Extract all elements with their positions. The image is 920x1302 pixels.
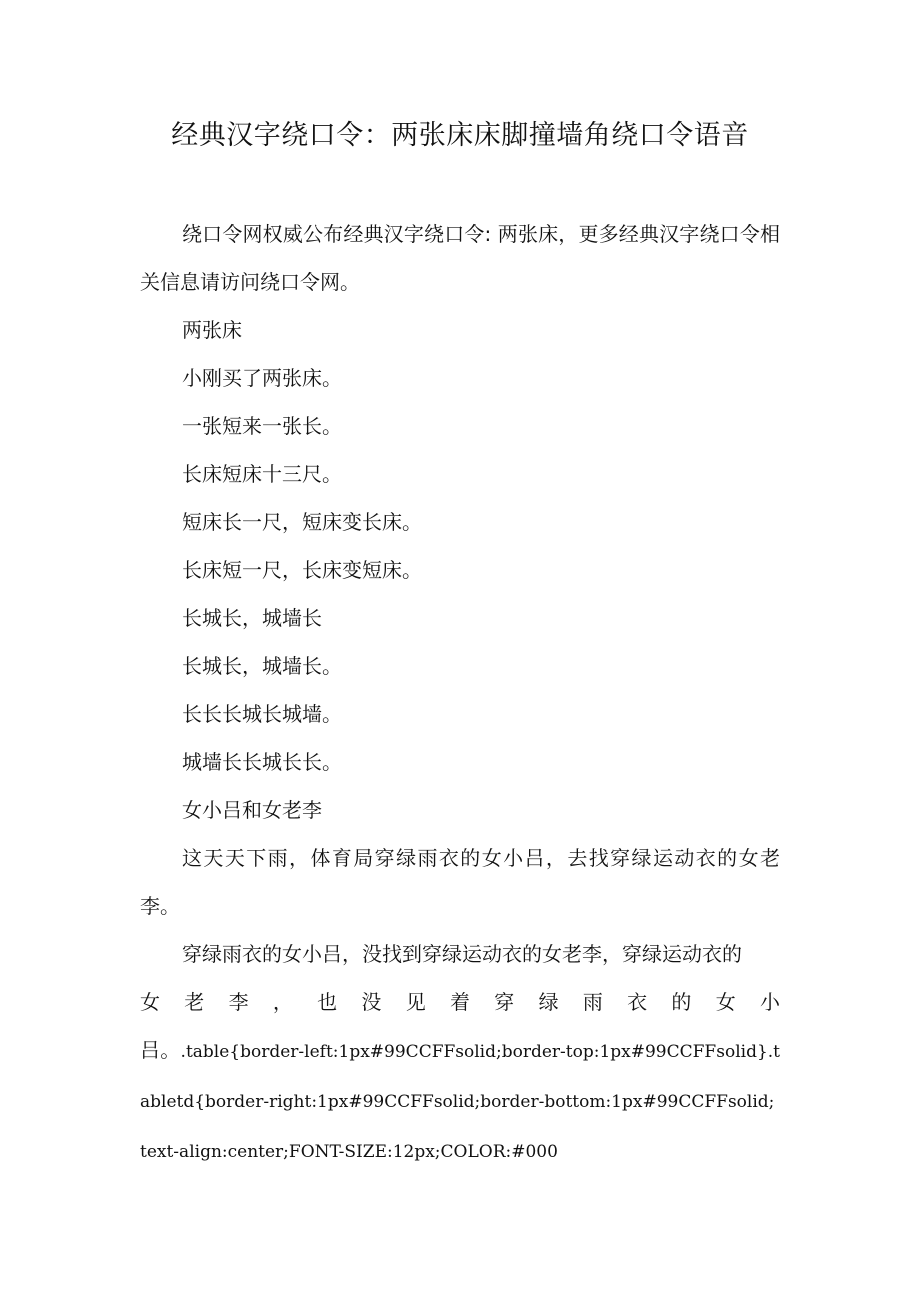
page-title: 经典汉字绕口令：两张床床脚撞墙角绕口令语音 — [171, 120, 749, 151]
paragraph: 这天天下雨，体育局穿绿雨衣的女小吕，去找穿绿运动衣的女老李。 — [140, 846, 780, 918]
paragraph: 两张床 — [182, 318, 242, 342]
document-body — [140, 210, 780, 1176]
paragraph: 穿绿雨衣的女小吕，没找到穿绿运动衣的女老李，穿绿运动衣的 — [182, 942, 742, 966]
paragraph: 短床长一尺，短床变长床。 — [182, 510, 422, 534]
css-leak-text: .table{border-left:1px#99CCFFsolid;border-top:1px#99CCFFsolid}.tabletd{border-right:1px#99CCFFsolid;border-bottom:1px#99CCFFsolid;text-align:center;FONT-SIZE:12px;COLOR:#000 — [140, 1042, 780, 1162]
paragraph: 长长长城长城墙。 — [182, 702, 342, 726]
paragraph: 长床短床十三尺。 — [182, 462, 342, 486]
paragraph-tail-text: 吕。 — [140, 1038, 181, 1062]
paragraph: 长床短一尺，长床变短床。 — [182, 558, 422, 582]
paragraph: 女小吕和女老李 — [182, 798, 322, 822]
paragraph: 长城长，城墙长。 — [182, 654, 342, 678]
paragraph: 小刚买了两张床。 — [182, 366, 342, 390]
paragraph: 长城长，城墙长 — [182, 606, 322, 630]
paragraph-intro: 绕口令网权威公布经典汉字绕口令: 两张床，更多经典汉字绕口令相关信息请访问绕口令网。 — [140, 222, 780, 294]
paragraph-spread-line: 女 老 李 ， 也 没 见 着 穿 绿 雨 衣 的 女 小 — [140, 990, 780, 1014]
paragraph: 一张短来一张长。 — [182, 414, 342, 438]
paragraph-tail — [140, 1026, 780, 1176]
paragraph: 城墙长长城长长。 — [182, 750, 342, 774]
